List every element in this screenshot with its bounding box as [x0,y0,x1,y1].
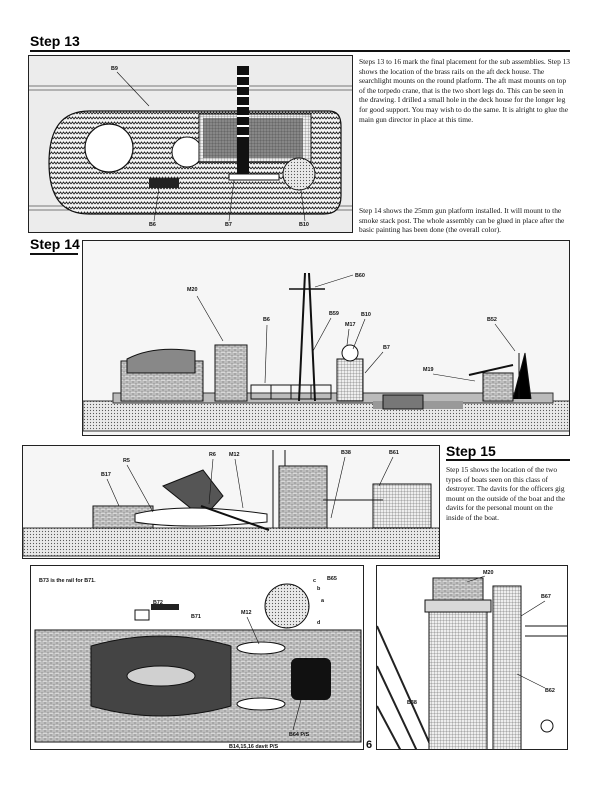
step14-drawing [82,240,570,436]
tower-label-b62: B62 [545,688,555,694]
step13-heading: Step 13 [30,33,80,49]
step13-drawing [28,55,353,233]
step16-label-a: a [321,598,324,604]
step16-label-b64: B64 P/S [289,732,310,738]
step16-drawing [30,565,364,750]
step15-label-m12: M12 [229,452,240,458]
step14-text: Step 14 shows the 25mm gun platform installed. It will mount to the smoke stack post. The whole assembly can be glued in place after the basic painting has been done (the overall color). [359,206,565,235]
step16-label-davit: B14,15,16 davit P/S [229,744,279,750]
step16-note: B73 is the rail for B71. [39,578,96,584]
step14-rule [30,253,78,255]
step15-drawing [22,445,440,559]
step15-label-r6: R6 [209,452,216,458]
step14-label-b7: B7 [383,345,390,351]
step16-label-b72: B72 [153,600,163,606]
step16-label-b65: B65 [327,576,337,582]
step14-label-b59: B59 [329,311,339,317]
step14-heading: Step 14 [30,236,80,252]
step16-label-d: d [317,620,321,626]
step14-label-m19: M19 [423,367,434,373]
page-number: 6 [366,739,373,751]
step13-label-b6: B6 [149,222,156,228]
step13-text: Steps 13 to 16 mark the final placement for the sub assemblies. Step 13 shows the location of the brass rails on the aft deck house. The searchlight mounts on the round platform. The aft mast mounts on top of the torpedo crane, that is the two short legs do. This can be seen in the drawing. I drilled a small hole in the deck house for the longer leg for good support. You may wish to do the same. It is alright to glue the main gun director in place at this time. [359,57,571,124]
step15-label-r5: R5 [123,458,130,464]
step14-label-m20: M20 [187,287,198,293]
step13-label-b7: B7 [225,222,232,228]
tower-label-m20: M20 [483,570,494,576]
step15-label-b38: B38 [341,450,351,456]
step15-label-b17: B17 [101,472,111,478]
tower-label-b38: B38 [407,700,417,706]
step14-label-b60: B60 [355,273,365,279]
step14-label-b6: B6 [263,317,270,323]
step15-heading: Step 15 [446,443,496,459]
step16-label-c: c [313,578,316,584]
step16-label-b71: B71 [191,614,201,620]
step16-label-b: b [317,586,321,592]
step15-rule [446,459,570,461]
tower-label-b67: B67 [541,594,551,600]
step16-label-m12: M12 [241,610,252,616]
step14-label-m17: M17 [345,322,356,328]
step15-label-b61: B61 [389,450,399,456]
step14-label-b10: B10 [361,312,371,318]
step14-label-b52: B52 [487,317,497,323]
step13-label-b10: B10 [299,222,309,228]
step15-text: Step 15 shows the location of the two types of boats seen on this class of destroyer. The davits for the officers gig mount on the outside of the boat and the davits for the personal mount on the inside of the boat. [446,465,566,522]
step13-label-b9: B9 [111,66,118,72]
tower-drawing [376,565,568,750]
step13-rule [30,50,570,52]
